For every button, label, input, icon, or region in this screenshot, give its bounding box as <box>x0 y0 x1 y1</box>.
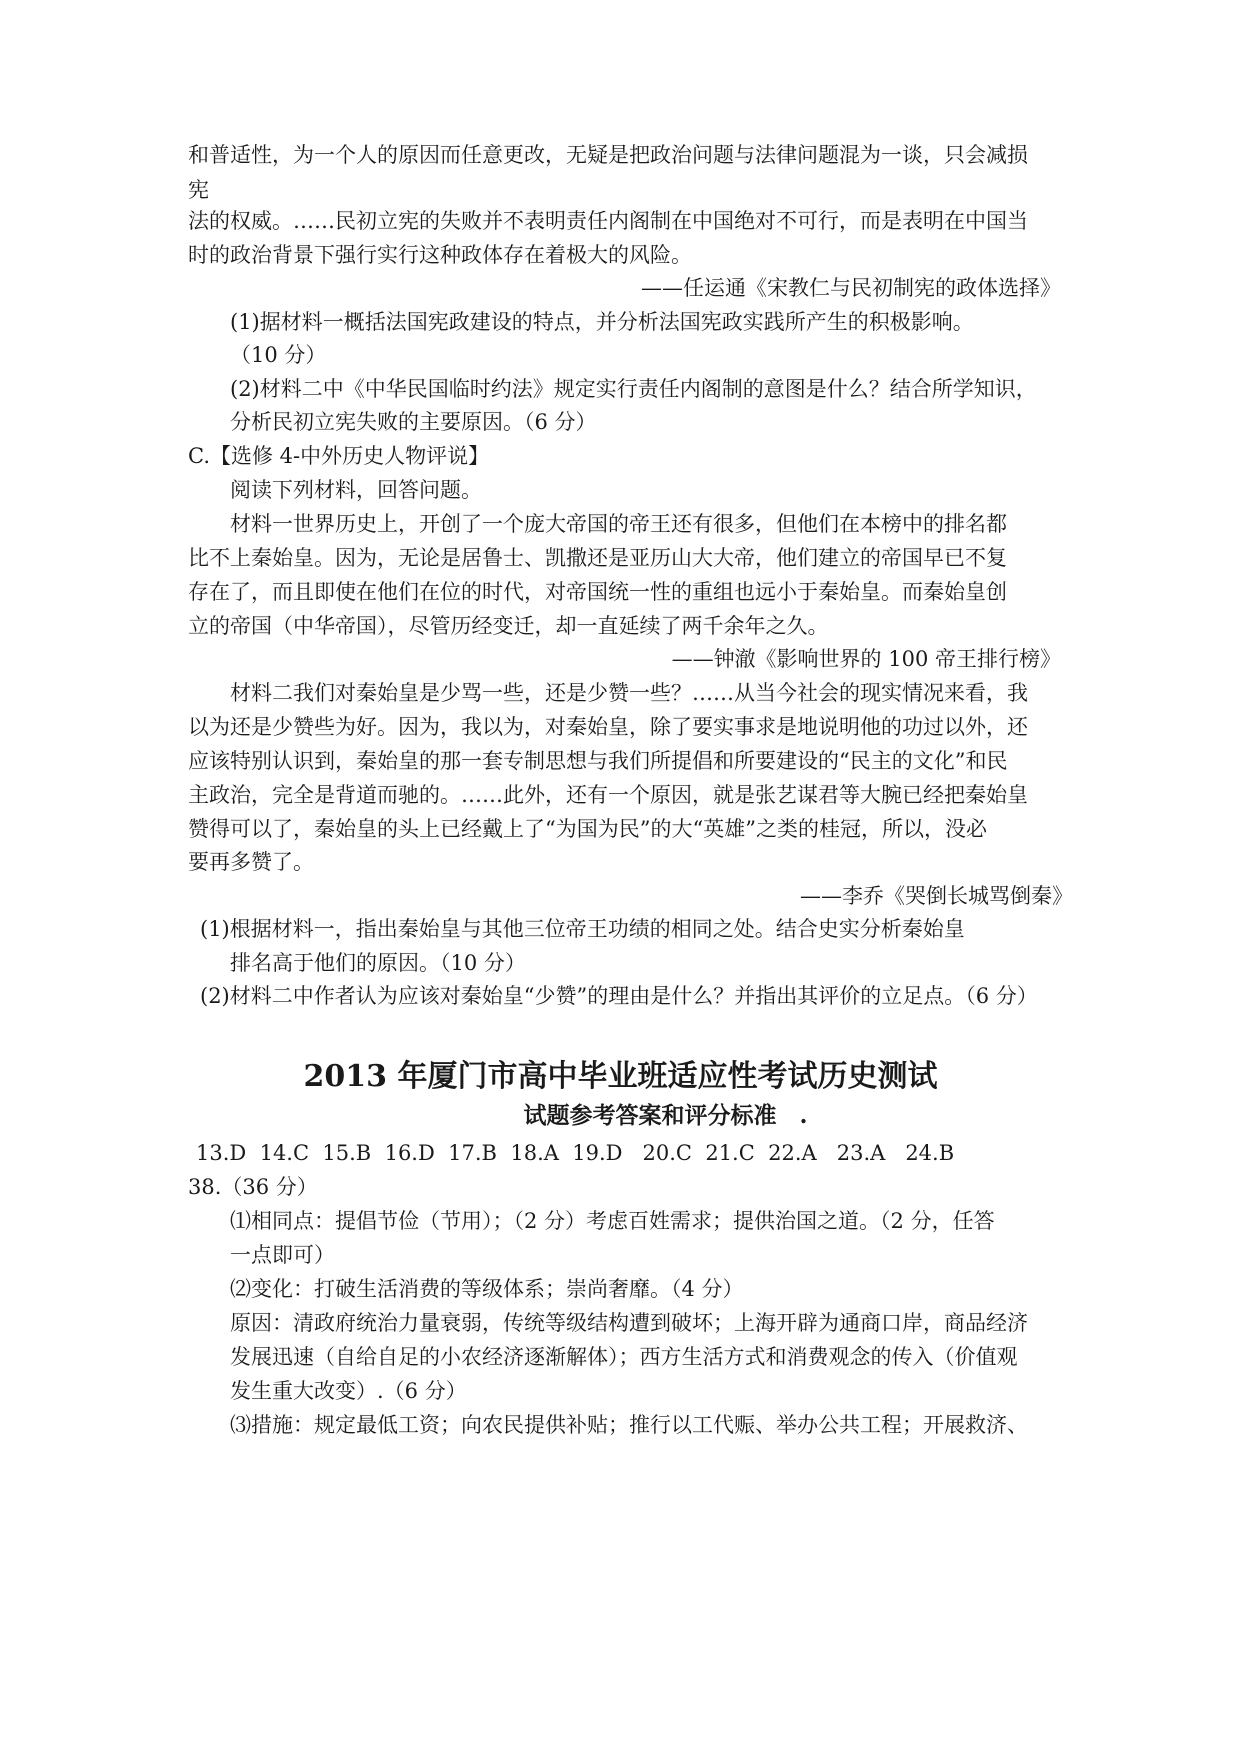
answer-text: 发展迅速（自给自足的小农经济逐渐解体）；西方生活方式和消费观念的传入（价值观 <box>230 1345 1018 1369</box>
answer-key-subtitle: 试题参考答案和评分标准 . <box>523 1102 808 1129</box>
instruction-text: 阅读下列材料，回答问题。 <box>230 478 482 502</box>
material-text: 以为还是少赞些为好。因为，我以为，对秦始皇，除了要实事求是地说明他的功过以外，还 <box>188 715 1028 739</box>
paragraph-text: 和普适性，为一个人的原因而任意更改，无疑是把政治问题与法律问题混为一谈，只会减损 <box>188 143 1028 167</box>
material-text: 主政治，完全是背道而驰的。……此外，还有一个原因，就是张艺谋君等大腕已经把秦始皇 <box>188 783 1028 807</box>
source-citation: ——钟澈《影响世界的 100 帝王排行榜》 <box>671 647 1061 671</box>
material-text: 存在了，而且即使在他们在位的时代，对帝国统一性的重组也远小于秦始皇。而秦始皇创 <box>188 580 1007 604</box>
paragraph-text: 宪 <box>188 178 209 202</box>
question-text: (2)材料二中《中华民国临时约法》规定实行责任内阁制的意图是什么？结合所学知识， <box>230 377 1037 401</box>
material-text: 应该特别认识到，秦始皇的那一套专制思想与我们所提倡和所要建设的“民主的文化”和民 <box>188 749 1008 773</box>
question-text: (1)根据材料一，指出秦始皇与其他三位帝王功绩的相同之处。结合史实分析秦始皇 <box>200 917 965 941</box>
material-text: 赞得可以了，秦始皇的头上已经戴上了“为国为民”的大“英雄”之类的桂冠，所以，没必 <box>188 817 987 841</box>
question-text: 分析民初立宪失败的主要原因。（6 分） <box>230 410 597 434</box>
text-line: 法的权威。……民初立宪的失败并不表明责任内阁制在中国绝对不可行，而是表明在中国当 <box>188 209 1028 233</box>
answer-text: ⑴相同点：提倡节俭（节用）；（2 分）考虑百姓需求；提供治国之道。（2 分，任答 <box>230 1209 995 1233</box>
question-text: (2)材料二中作者认为应该对秦始皇“少赞”的理由是什么？并指出其评价的立足点。（6 分） <box>200 984 1038 1008</box>
answer-text: ⑵变化：打破生活消费的等级体系；崇尚奢靡。（4 分） <box>230 1277 744 1301</box>
material-text: 立的帝国（中华帝国），尽管历经变迁，却一直延续了两千余年之久。 <box>188 614 829 638</box>
material-text: 要再多赞了。 <box>188 850 314 874</box>
text-line <box>188 140 1028 170</box>
material-text: 材料二我们对秦始皇是少骂一些，还是少赞一些？……从当今社会的现实情况来看，我 <box>230 681 1028 705</box>
question-text: (1)据材料一概括法国宪政建设的特点，并分析法国宪政实践所产生的积极影响。 <box>230 310 974 334</box>
question-text: 排名高于他们的原因。（10 分） <box>230 951 526 975</box>
question-score: （10 分） <box>230 343 327 367</box>
source-citation: ——任运通《宋教仁与民初制宪的政体选择》 <box>641 276 1061 300</box>
text-line: 时的政治背景下强行实行这种政体存在着极大的风险。 <box>188 243 692 267</box>
choice-answers: 13.D 14.C 15.B 16.D 17.B 18.A 19.D 20.C 21.C 22.A 23.A 24.B <box>196 1141 955 1165</box>
answer-text: 原因：清政府统治力量衰弱，传统等级结构遭到破坏；上海开辟为通商口岸，商品经济 <box>230 1311 1028 1335</box>
text-line <box>188 175 209 205</box>
answer-text: 发生重大改变）.（6 分） <box>230 1379 467 1403</box>
source-citation: ——李乔《哭倒长城骂倒秦》 <box>800 884 1073 908</box>
material-text: 比不上秦始皇。因为，无论是居鲁士、凯撒还是亚历山大大帝，他们建立的帝国早已不复 <box>188 546 1007 570</box>
answer-key-title: 2013 年厦门市高中毕业班适应性考试历史测试 <box>303 1059 938 1094</box>
answer-text: 一点即可） <box>230 1243 335 1267</box>
section-heading: C.【选修 4-中外历史人物评说】 <box>188 444 490 468</box>
question-number: 38.（36 分） <box>188 1175 318 1199</box>
material-text: 材料一世界历史上，开创了一个庞大帝国的帝王还有很多，但他们在本榜中的排名都 <box>230 512 1007 536</box>
answer-text: ⑶措施：规定最低工资；向农民提供补贴；推行以工代赈、举办公共工程；开展救济、 <box>230 1413 1028 1437</box>
